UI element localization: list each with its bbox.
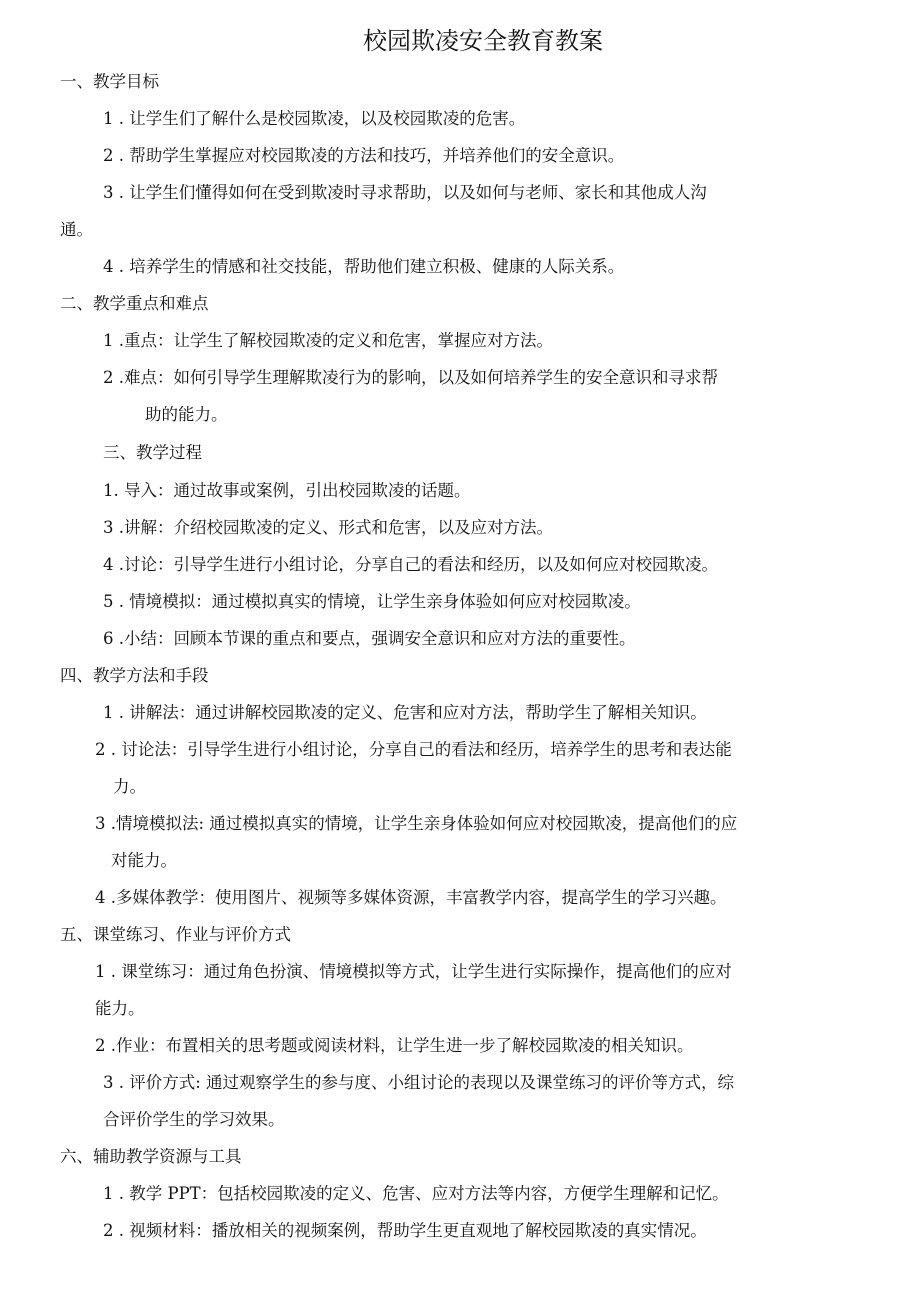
list-item: 1 .重点：让学生了解校园欺凌的定义和危害，掌握应对方法。 [103,331,553,350]
list-item: 2 . 帮助学生掌握应对校园欺凌的方法和技巧，并培养他们的安全意识。 [103,146,625,165]
list-item: 1 . 让学生们了解什么是校园欺凌，以及校园欺凌的危害。 [103,109,526,128]
list-item: 6 .小结：回顾本节课的重点和要点，强调安全意识和应对方法的重要性。 [103,629,636,648]
list-item-continuation: 能力。 [95,999,145,1018]
section-heading-process: 三、教学过程 [103,443,202,462]
list-item-continuation: 对能力。 [111,851,177,870]
document-title: 校园欺凌安全教育教案 [363,27,603,55]
section-heading-exercises: 五、课堂练习、作业与评价方式 [60,925,291,944]
list-item: 3 . 让学生们懂得如何在受到欺凌时寻求帮助，以及如何与老师、家长和其他成人沟 [103,183,707,202]
list-item: 3 . 评价方式: 通过观察学生的参与度、小组讨论的表现以及课堂练习的评价等方式，综 [103,1073,735,1092]
list-item: 4 .多媒体教学：使用图片、视频等多媒体资源，丰富教学内容，提高学生的学习兴趣。 [95,888,727,907]
list-item: 1 . 讲解法：通过讲解校园欺凌的定义、危害和应对方法，帮助学生了解相关知识。 [103,703,707,722]
list-item: 3 .情境模拟法: 通过模拟真实的情境，让学生亲身体验如何应对校园欺凌，提高他们的应 [95,814,738,833]
list-item: 4 . 培养学生的情感和社交技能，帮助他们建立积极、健康的人际关系。 [103,257,625,276]
list-item: 1 . 课堂练习：通过角色扮演、情境模拟等方式，让学生进行实际操作，提高他们的应对 [95,962,732,981]
list-item: 2 .作业：布置相关的思考题或阅读材料，让学生进一步了解校园欺凌的相关知识。 [95,1036,694,1055]
list-item: 3 .讲解：介绍校园欺凌的定义、形式和危害，以及应对方法。 [103,518,553,537]
list-item: 2 .难点：如何引导学生理解欺凌行为的影响，以及如何培养学生的安全意识和寻求帮 [103,368,718,387]
list-item-continuation: 力。 [113,777,146,796]
list-item: 1 . 教学 PPT：包括校园欺凌的定义、危害、应对方法等内容，方便学生理解和记忆。 [103,1184,729,1203]
section-heading-key-points: 二、教学重点和难点 [60,294,209,313]
section-heading-objectives: 一、教学目标 [60,72,159,91]
list-item-continuation: 通。 [60,220,93,239]
list-item-continuation: 助的能力。 [145,405,228,424]
list-item: 5 . 情境模拟：通过模拟真实的情境，让学生亲身体验如何应对校园欺凌。 [103,592,641,611]
section-heading-resources: 六、辅助教学资源与工具 [60,1147,242,1166]
list-item: 2 . 视频材料：播放相关的视频案例，帮助学生更直观地了解校园欺凌的真实情况。 [103,1221,707,1240]
list-item-continuation: 合评价学生的学习效果。 [103,1110,285,1129]
list-item: 1. 导入：通过故事或案例，引出校园欺凌的话题。 [103,481,471,500]
section-heading-methods: 四、教学方法和手段 [60,666,209,685]
list-item: 2 . 讨论法：引导学生进行小组讨论，分享自己的看法和经历，培养学生的思考和表达能 [95,740,732,759]
list-item: 4 .讨论：引导学生进行小组讨论，分享自己的看法和经历，以及如何应对校园欺凌。 [103,555,718,574]
